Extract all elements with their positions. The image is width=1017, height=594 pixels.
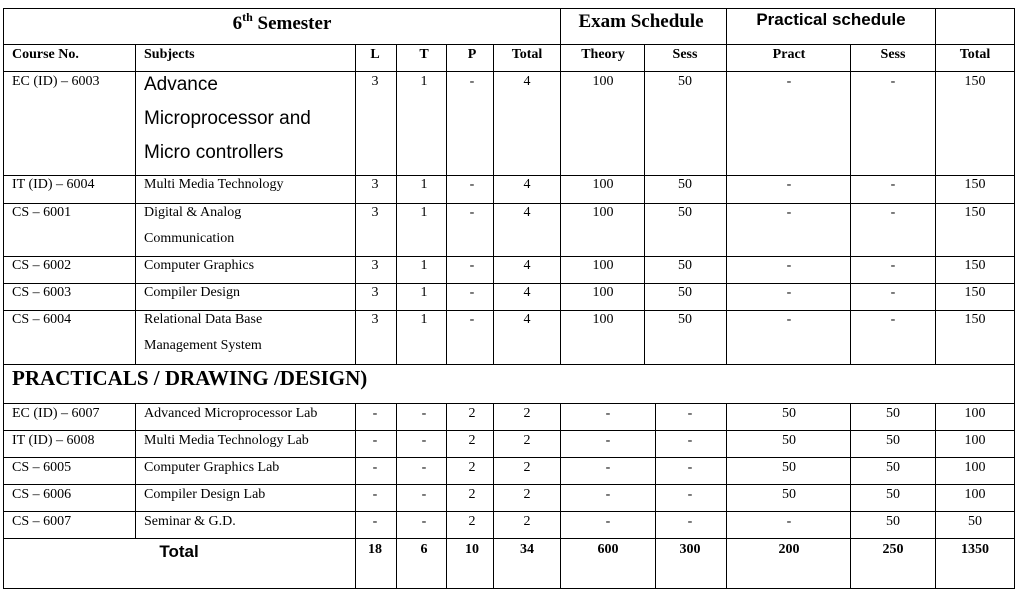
cell-p: - (469, 312, 475, 327)
totals-psess: 250 (882, 542, 904, 557)
cell-psess: - (890, 285, 896, 300)
grid-line (726, 44, 727, 365)
col-theory: Theory (581, 47, 625, 62)
semester-title: 6th Semester (232, 10, 332, 34)
subject-line: Micro controllers (144, 142, 284, 163)
grid-line (446, 44, 447, 365)
grid-line (446, 538, 447, 589)
cell-l: - (372, 460, 378, 475)
grid-line (560, 44, 561, 365)
grid-line (726, 538, 727, 589)
grid-line (3, 588, 1015, 589)
cell-total: 2 (523, 433, 531, 448)
grid-line (396, 403, 397, 539)
cell-pract: - (786, 258, 792, 273)
course-no: CS – 6007 (12, 514, 72, 529)
grid-line (493, 538, 494, 589)
cell-grand: 50 (968, 514, 982, 529)
cell-total: 4 (523, 258, 531, 273)
cell-l: - (372, 433, 378, 448)
col-subjects: Subjects (144, 47, 195, 62)
grid-line (396, 538, 397, 589)
grid-line (935, 8, 936, 45)
subject-line: Microprocessor and (144, 108, 311, 129)
cell-t: 1 (420, 205, 428, 220)
cell-grand: 100 (964, 433, 986, 448)
subject-line: Relational Data Base (144, 312, 263, 327)
grid-line (3, 175, 1015, 176)
cell-psess: 50 (886, 460, 900, 475)
col-course-no: Course No. (12, 47, 79, 62)
cell-l: - (372, 514, 378, 529)
cell-psess: - (890, 74, 896, 89)
practical-schedule-heading: Practical schedule (756, 10, 906, 29)
grid-line (560, 538, 561, 589)
cell-p: 2 (468, 514, 476, 529)
course-no: CS – 6004 (12, 312, 72, 327)
cell-pract: 50 (782, 406, 796, 421)
grid-line (655, 538, 656, 589)
totals-l: 18 (368, 542, 382, 557)
cell-total: 4 (523, 205, 531, 220)
course-no: EC (ID) – 6003 (12, 74, 100, 89)
grid-line (3, 364, 1015, 365)
grid-line (135, 403, 136, 539)
totals-grand: 1350 (961, 542, 989, 557)
cell-t: - (421, 460, 427, 475)
grid-line (726, 8, 727, 45)
grid-line (3, 538, 1015, 539)
cell-theory: 100 (592, 285, 614, 300)
cell-theory: 100 (592, 74, 614, 89)
grid-line (355, 44, 356, 365)
subject-line: Compiler Design (144, 285, 241, 300)
cell-pract: 50 (782, 460, 796, 475)
cell-p: 2 (468, 433, 476, 448)
cell-pract: - (786, 312, 792, 327)
cell-l: 3 (371, 258, 379, 273)
grid-line (396, 44, 397, 365)
cell-sess: - (687, 460, 693, 475)
grid-line (850, 44, 851, 365)
cell-psess: - (890, 205, 896, 220)
cell-theory: 100 (592, 258, 614, 273)
grid-line (3, 310, 1015, 311)
course-no: CS – 6002 (12, 258, 72, 273)
cell-total: 2 (523, 514, 531, 529)
cell-sess: - (687, 514, 693, 529)
grid-line (3, 8, 4, 589)
cell-total: 2 (523, 406, 531, 421)
grid-line (655, 403, 656, 539)
cell-p: - (469, 285, 475, 300)
cell-sess: 50 (678, 312, 692, 327)
cell-psess: 50 (886, 433, 900, 448)
col-grand-total: Total (959, 47, 991, 62)
grid-line (850, 538, 851, 589)
grid-line (3, 403, 1015, 404)
grid-line (3, 283, 1015, 284)
totals-theory: 600 (597, 542, 619, 557)
grid-line (3, 203, 1015, 204)
subject: Advanced Microprocessor Lab (144, 406, 318, 421)
exam-schedule-heading: Exam Schedule (578, 11, 704, 32)
grid-line (3, 8, 1015, 9)
grid-line (493, 403, 494, 539)
cell-p: 2 (468, 460, 476, 475)
cell-sess: - (687, 433, 693, 448)
cell-grand: 150 (964, 74, 986, 89)
subject-line: Computer Graphics (144, 258, 255, 273)
col-sess: Sess (672, 47, 698, 62)
cell-total: 4 (523, 312, 531, 327)
cell-sess: - (687, 487, 693, 502)
grid-line (560, 403, 561, 539)
cell-sess: 50 (678, 177, 692, 192)
cell-l: 3 (371, 285, 379, 300)
subject: Compiler Design Lab (144, 487, 266, 502)
subject: Multi Media Technology Lab (144, 433, 309, 448)
col-t: T (419, 47, 429, 62)
cell-psess: - (890, 177, 896, 192)
totals-pract: 200 (778, 542, 800, 557)
cell-sess: - (687, 406, 693, 421)
cell-theory: 100 (592, 312, 614, 327)
grid-line (3, 256, 1015, 257)
course-no: CS – 6001 (12, 205, 72, 220)
cell-psess: 50 (886, 514, 900, 529)
cell-p: 2 (468, 406, 476, 421)
cell-psess: 50 (886, 487, 900, 502)
cell-pract: - (786, 177, 792, 192)
grid-line (560, 8, 561, 45)
cell-t: 1 (420, 177, 428, 192)
cell-grand: 100 (964, 460, 986, 475)
totals-total: 34 (520, 542, 534, 557)
grid-line (935, 403, 936, 539)
totals-label: Total (159, 542, 199, 561)
grid-line (3, 511, 1015, 512)
cell-grand: 100 (964, 406, 986, 421)
cell-total: 4 (523, 285, 531, 300)
cell-psess: - (890, 258, 896, 273)
cell-t: 1 (420, 285, 428, 300)
cell-psess: 50 (886, 406, 900, 421)
cell-sess: 50 (678, 74, 692, 89)
cell-total: 4 (523, 177, 531, 192)
cell-pract: 50 (782, 487, 796, 502)
subject-line: Multi Media Technology (144, 177, 284, 192)
course-no: IT (ID) – 6008 (12, 433, 95, 448)
practicals-heading: PRACTICALS / DRAWING /DESIGN) (12, 366, 368, 390)
cell-pract: - (786, 74, 792, 89)
course-no: CS – 6006 (12, 487, 72, 502)
cell-total: 4 (523, 74, 531, 89)
cell-pract: 50 (782, 433, 796, 448)
cell-p: - (469, 177, 475, 192)
grid-line (3, 484, 1015, 485)
cell-pract: - (786, 205, 792, 220)
cell-l: - (372, 406, 378, 421)
cell-theory: - (605, 433, 611, 448)
subject: Computer Graphics Lab (144, 460, 280, 475)
cell-t: - (421, 514, 427, 529)
cell-p: - (469, 258, 475, 273)
col-sess-practical: Sess (880, 47, 906, 62)
subject-line: Management System (144, 338, 262, 353)
grid-line (355, 538, 356, 589)
grid-line (446, 403, 447, 539)
cell-t: 1 (420, 312, 428, 327)
course-no: IT (ID) – 6004 (12, 177, 95, 192)
col-l: L (370, 47, 380, 62)
cell-theory: - (605, 406, 611, 421)
subject-line: Digital & Analog (144, 205, 242, 220)
cell-grand: 150 (964, 258, 986, 273)
cell-pract: - (786, 285, 792, 300)
subject: Seminar & G.D. (144, 514, 236, 529)
cell-p: - (469, 205, 475, 220)
grid-line (355, 403, 356, 539)
cell-t: - (421, 487, 427, 502)
col-p: P (467, 47, 477, 62)
grid-line (935, 44, 936, 365)
cell-sess: 50 (678, 205, 692, 220)
cell-theory: 100 (592, 177, 614, 192)
cell-t: 1 (420, 74, 428, 89)
cell-p: - (469, 74, 475, 89)
grid-line (3, 71, 1015, 72)
grid-line (935, 538, 936, 589)
cell-sess: 50 (678, 285, 692, 300)
course-no: CS – 6003 (12, 285, 72, 300)
grid-line (3, 430, 1015, 431)
totals-sess: 300 (679, 542, 701, 557)
cell-theory: 100 (592, 205, 614, 220)
grid-line (3, 457, 1015, 458)
subject-line: Advance (144, 74, 218, 95)
col-total: Total (511, 47, 543, 62)
cell-grand: 150 (964, 285, 986, 300)
cell-grand: 150 (964, 177, 986, 192)
cell-theory: - (605, 514, 611, 529)
grid-line (850, 403, 851, 539)
totals-p: 10 (465, 542, 479, 557)
subject-line: Communication (144, 231, 235, 246)
cell-sess: 50 (678, 258, 692, 273)
grid-line (644, 44, 645, 365)
cell-grand: 100 (964, 487, 986, 502)
totals-t: 6 (420, 542, 428, 557)
cell-t: 1 (420, 258, 428, 273)
grid-line (3, 44, 1015, 45)
cell-total: 2 (523, 460, 531, 475)
course-no: CS – 6005 (12, 460, 72, 475)
cell-pract: - (786, 514, 792, 529)
cell-l: - (372, 487, 378, 502)
cell-t: - (421, 406, 427, 421)
cell-l: 3 (371, 312, 379, 327)
cell-grand: 150 (964, 205, 986, 220)
course-no: EC (ID) – 6007 (12, 406, 100, 421)
cell-p: 2 (468, 487, 476, 502)
grid-line (493, 44, 494, 365)
cell-l: 3 (371, 205, 379, 220)
grid-line (135, 44, 136, 365)
cell-l: 3 (371, 74, 379, 89)
cell-theory: - (605, 460, 611, 475)
cell-psess: - (890, 312, 896, 327)
cell-theory: - (605, 487, 611, 502)
cell-total: 2 (523, 487, 531, 502)
grid-line (726, 403, 727, 539)
cell-t: - (421, 433, 427, 448)
cell-grand: 150 (964, 312, 986, 327)
grid-line (1014, 8, 1015, 589)
cell-l: 3 (371, 177, 379, 192)
col-pract: Pract (772, 47, 806, 62)
